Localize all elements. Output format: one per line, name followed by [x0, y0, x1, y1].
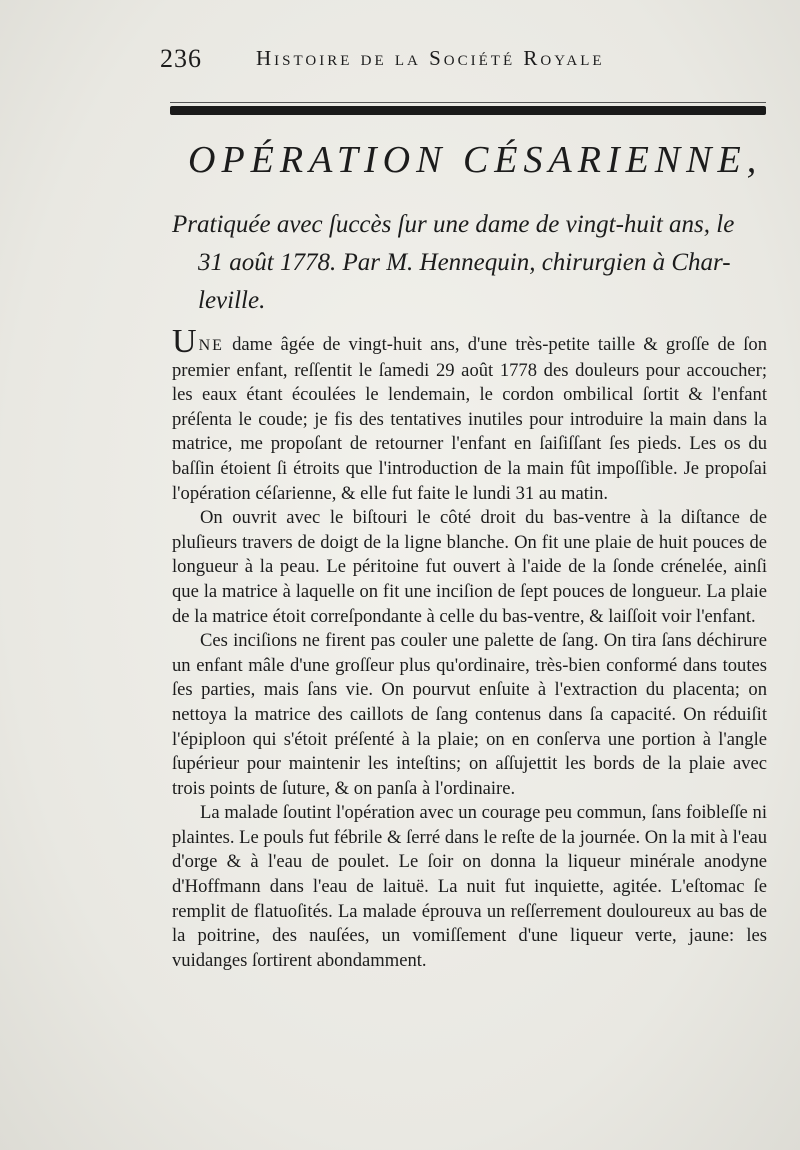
header-rule-thin [170, 102, 766, 103]
page-number: 236 [160, 44, 202, 73]
running-head [160, 44, 720, 74]
paragraph-1-text: dame âgée de vingt-huit ans, d'une très-petite taille & groſſe de ſon premier enfant, reſſentit le ſamedi 29 août 1778 des douleurs pour accoucher; les eaux étant écoulées le lendemain, le cordon ombilical ſortit & l'enfant préſenta le coude; je fis des tentatives inutiles pour introduire la main dans la matrice, me propoſant de retourner l'enfant en ſaiſiſſant ſes pieds. Les os du baſſin étoient ſi étroits que l'introduction de la main fût impoſſible. Je propoſai l'opération céſarienne, & elle fut faite le lundi 31 au matin. [172, 334, 767, 504]
subtitle-line-2: 31 août 1778. Par M. Hennequin, chirurgien à Char- [198, 249, 731, 276]
article-title: OPÉRATION CÉSARIENNE, [188, 139, 763, 181]
paragraph-3: Ces inciſions ne firent pas couler une palette de ſang. On tira ſans déchirure un enfant mâle d'une groſſeur plus qu'ordinaire, très-bien conformé dans toutes ſes parties, mais ſans vie. On pourvut enſuite à l'extraction du placenta; on nettoya la matrice des caillots de ſang contenus dans ſa capacité. On réduiſit l'épiploon qui s'étoit préſenté à la plaie; on en conſerva une portion à l'angle ſupérieur pour maintenir les inteſtins; on aſſujettit les bords de la plaie avec trois points de ſuture, & on panſa à l'ordinaire. [172, 630, 767, 799]
subtitle-line-3: leville. [198, 287, 266, 314]
drop-cap: U [172, 323, 197, 360]
article-body [172, 323, 767, 973]
header-rule [170, 106, 766, 115]
first-word-rest: NE [198, 337, 224, 354]
paragraph-2: On ouvrit avec le biſtouri le côté droit du bas-ventre à la diſtance de pluſieurs travers de doigt de la ligne blanche. On fit une plaie de huit pouces de longueur à la peau. Le péritoine fut ouvert à l'aide de la ſonde crénelée, ainſi que la matrice à laquelle on fit une inciſion de ſept pouces de longueur. La plaie de la matrice étoit correſpondante à celle du bas-ventre, & laiſſoit voir l'enfant. [172, 507, 767, 627]
article-subtitle [172, 206, 772, 320]
running-title: Histoire de la Société Royale [256, 46, 605, 70]
subtitle-line-1: Pratiquée avec ſuccès ſur une dame de vingt-huit ans, le [172, 211, 735, 238]
paragraph-4: La malade ſoutint l'opération avec un courage peu commun, ſans foibleſſe ni plaintes. Le pouls fut fébrile & ſerré dans le reſte de la journée. On la mit à l'eau d'orge & à l'eau de poulet. Le ſoir on donna la liqueur minérale anodyne d'Hoffmann dans l'eau de laituë. La nuit fut inquiette, agitée. L'eſtomac ſe remplit de flatuoſités. La malade éprouva un reſſerrement douloureux au bas de la poitrine, des nauſées, un vomiſſement d'une liqueur verte, jaune: les vuidanges ſortirent abondamment. [172, 802, 767, 971]
paragraph-1 [172, 323, 767, 506]
